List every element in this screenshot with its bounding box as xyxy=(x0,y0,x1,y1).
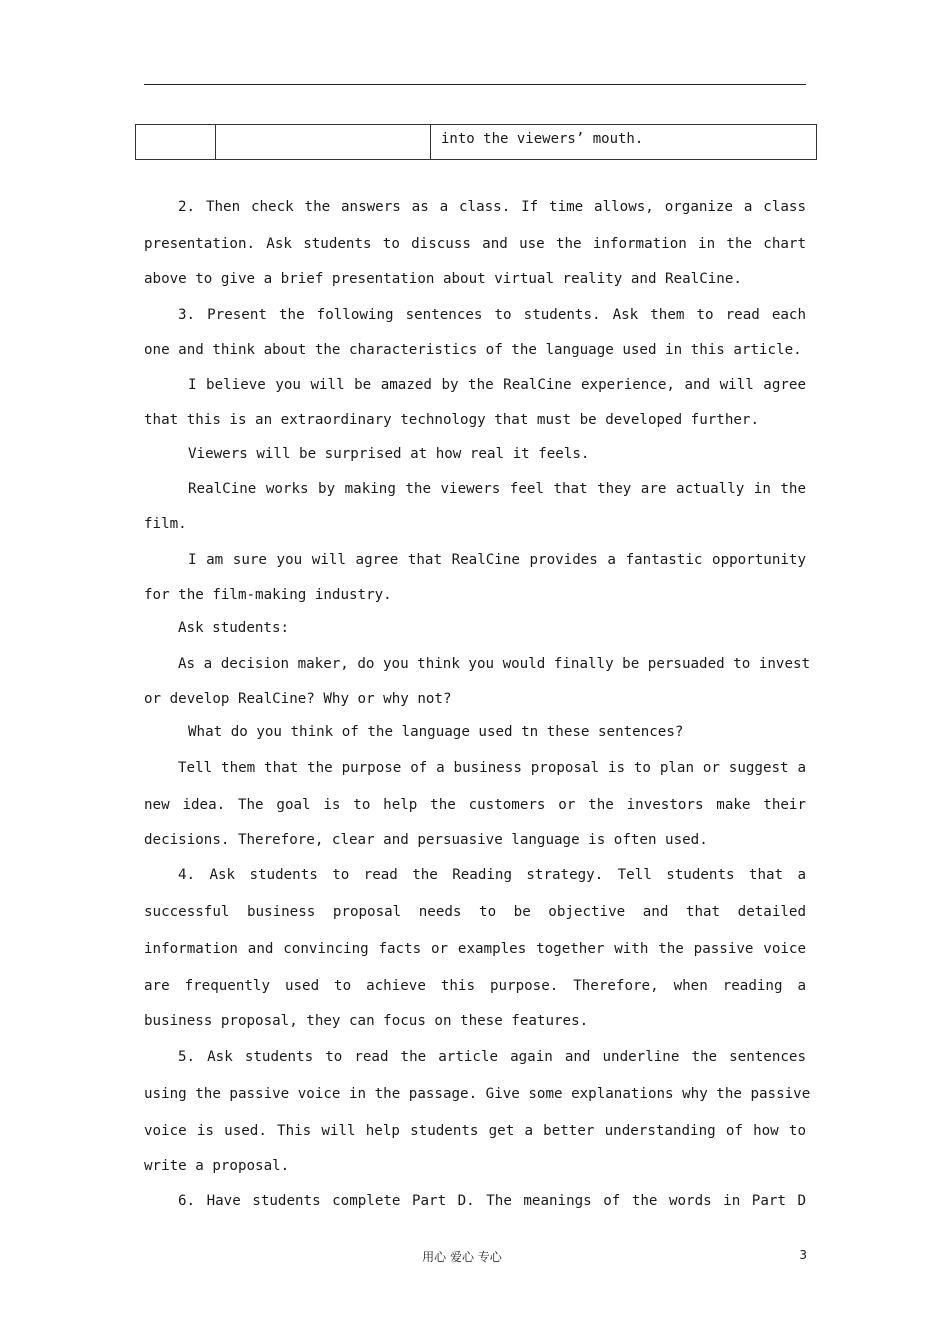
text-line: 4. Ask students to read the Reading strategy. Tell students that a xyxy=(178,867,806,883)
text-line: using the passive voice in the passage. Give some explanations why the passive xyxy=(144,1085,811,1102)
text-line: 2. Then check the answers as a class. If time allows, organize a class xyxy=(178,199,806,215)
text-line: Ask students: xyxy=(178,620,290,636)
text-line: successful business proposal needs to be objective and that detailed xyxy=(144,904,806,920)
text-line: presentation. Ask students to discuss and use the information in the chart xyxy=(144,236,806,252)
text-line: new idea. The goal is to help the customers or the investors make their xyxy=(144,796,806,813)
text-line: business proposal, they can focus on these features. xyxy=(144,1013,589,1029)
table-cell xyxy=(136,125,216,160)
text-line: voice is used. This will help students get a better understanding of how to xyxy=(144,1122,806,1139)
text-line: are frequently used to achieve this purpose. Therefore, when reading a xyxy=(144,978,806,994)
header-rule xyxy=(144,84,806,85)
text-line: 3. Present the following sentences to students. Ask them to read each xyxy=(178,306,806,323)
text-line: one and think about the characteristics of the language used in this article. xyxy=(144,341,802,358)
text-line: What do you think of the language used tn these sentences? xyxy=(188,724,684,740)
text-line: 5. Ask students to read the article again and underline the sentences xyxy=(178,1048,806,1065)
page-number: 3 xyxy=(799,1248,807,1262)
text-line: I believe you will be amazed by the RealCine experience, and will agree xyxy=(188,377,806,393)
text-line: RealCine works by making the viewers feel that they are actually in the xyxy=(188,481,806,497)
text-line: film. xyxy=(144,516,187,532)
table-fragment xyxy=(135,124,817,160)
text-line: As a decision maker, do you think you would finally be persuaded to invest xyxy=(178,655,811,672)
text-line: Viewers will be surprised at how real it feels. xyxy=(188,445,590,462)
table-cell: into the viewers’ mouth. xyxy=(431,125,817,160)
page-footer xyxy=(0,1248,950,1268)
text-line: above to give a brief presentation about virtual reality and RealCine. xyxy=(144,271,742,287)
text-line: information and convincing facts or examples together with the passive voice xyxy=(144,941,806,957)
text-line: Tell them that the purpose of a business proposal is to plan or suggest a xyxy=(178,759,806,776)
text-line: I am sure you will agree that RealCine provides a fantastic opportunity xyxy=(188,551,806,568)
text-line: write a proposal. xyxy=(144,1157,290,1174)
table-cell xyxy=(216,125,431,160)
text-line: that this is an extraordinary technology that must be developed further. xyxy=(144,412,759,428)
table-row xyxy=(136,125,817,160)
text-line: for the film-making industry. xyxy=(144,586,392,603)
text-line: decisions. Therefore, clear and persuasive language is often used. xyxy=(144,831,708,848)
text-line: or develop RealCine? Why or why not? xyxy=(144,690,452,707)
body-text xyxy=(144,189,811,1220)
footer-motto: 用心 爱心 专心 xyxy=(422,1250,502,1264)
text-line: 6. Have students complete Part D. The meanings of the words in Part D xyxy=(178,1193,806,1209)
